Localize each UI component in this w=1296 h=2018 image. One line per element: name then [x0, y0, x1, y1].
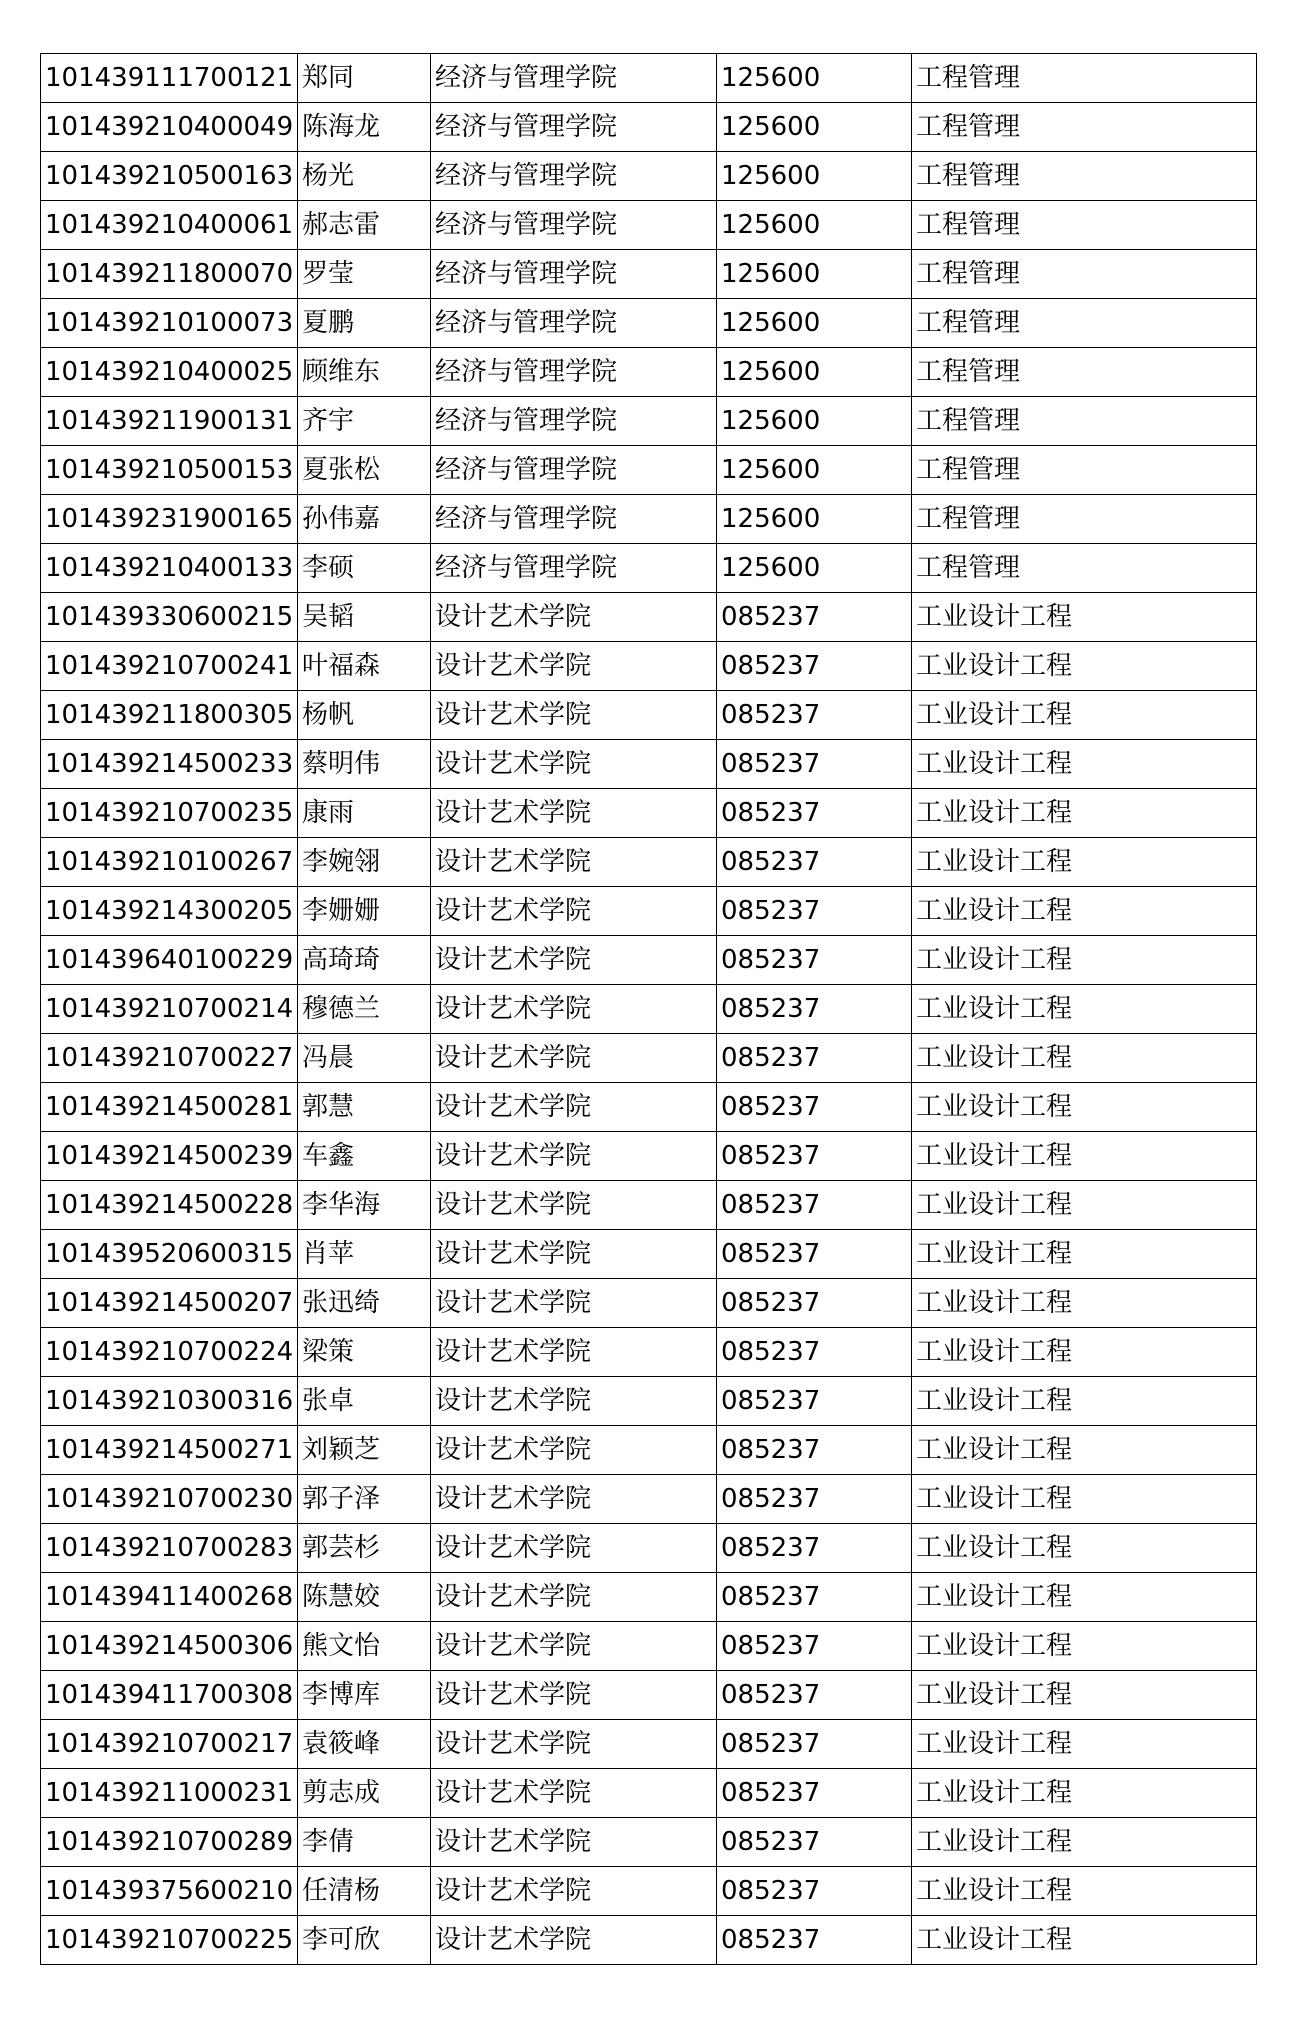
major-name-cell: 工业设计工程	[912, 1230, 1257, 1279]
table-row	[41, 152, 1257, 201]
table-row	[41, 1181, 1257, 1230]
major-name-cell: 工业设计工程	[912, 1279, 1257, 1328]
major-name-cell: 工业设计工程	[912, 1328, 1257, 1377]
table-row	[41, 250, 1257, 299]
major-name-cell: 工程管理	[912, 299, 1257, 348]
college-cell: 设计艺术学院	[431, 642, 717, 691]
table-row	[41, 936, 1257, 985]
major-name-cell: 工程管理	[912, 544, 1257, 593]
college-cell: 设计艺术学院	[431, 1524, 717, 1573]
student-name-cell: 高琦琦	[298, 936, 431, 985]
major-name-cell: 工业设计工程	[912, 1916, 1257, 1965]
table-row	[41, 593, 1257, 642]
student-name-cell: 夏鹏	[298, 299, 431, 348]
table-row	[41, 1132, 1257, 1181]
college-cell: 经济与管理学院	[431, 201, 717, 250]
college-cell: 设计艺术学院	[431, 1279, 717, 1328]
student-name-cell: 李姗姗	[298, 887, 431, 936]
major-code-cell: 085237	[717, 593, 912, 642]
major-code-cell: 085237	[717, 1181, 912, 1230]
major-name-cell: 工程管理	[912, 201, 1257, 250]
student-name-cell: 任清杨	[298, 1867, 431, 1916]
candidate-id-cell: 101439210400133	[41, 544, 298, 593]
major-name-cell: 工业设计工程	[912, 1475, 1257, 1524]
table-row	[41, 1867, 1257, 1916]
major-code-cell: 125600	[717, 348, 912, 397]
major-code-cell: 085237	[717, 887, 912, 936]
major-name-cell: 工业设计工程	[912, 1818, 1257, 1867]
major-code-cell: 085237	[717, 1230, 912, 1279]
major-name-cell: 工业设计工程	[912, 1622, 1257, 1671]
major-code-cell: 125600	[717, 544, 912, 593]
major-code-cell: 085237	[717, 1426, 912, 1475]
college-cell: 设计艺术学院	[431, 1475, 717, 1524]
major-code-cell: 085237	[717, 642, 912, 691]
major-code-cell: 085237	[717, 1867, 912, 1916]
candidate-id-cell: 101439214500239	[41, 1132, 298, 1181]
table-row	[41, 691, 1257, 740]
college-cell: 设计艺术学院	[431, 1916, 717, 1965]
college-cell: 设计艺术学院	[431, 1181, 717, 1230]
major-code-cell: 085237	[717, 1377, 912, 1426]
student-name-cell: 杨帆	[298, 691, 431, 740]
table-row	[41, 740, 1257, 789]
student-name-cell: 郝志雷	[298, 201, 431, 250]
major-code-cell: 125600	[717, 201, 912, 250]
student-name-cell: 郑同	[298, 54, 431, 103]
student-name-cell: 梁策	[298, 1328, 431, 1377]
student-name-cell: 吴韬	[298, 593, 431, 642]
candidate-id-cell: 101439214500271	[41, 1426, 298, 1475]
candidate-id-cell: 101439211800305	[41, 691, 298, 740]
college-cell: 设计艺术学院	[431, 1818, 717, 1867]
candidate-id-cell: 101439211900131	[41, 397, 298, 446]
major-code-cell: 125600	[717, 54, 912, 103]
table-row	[41, 1524, 1257, 1573]
college-cell: 设计艺术学院	[431, 887, 717, 936]
candidate-id-cell: 101439210500153	[41, 446, 298, 495]
student-name-cell: 齐宇	[298, 397, 431, 446]
major-code-cell: 085237	[717, 789, 912, 838]
table-row	[41, 348, 1257, 397]
major-code-cell: 085237	[717, 691, 912, 740]
student-name-cell: 郭慧	[298, 1083, 431, 1132]
admission-roster-table	[40, 53, 1257, 1965]
major-name-cell: 工业设计工程	[912, 838, 1257, 887]
student-name-cell: 蔡明伟	[298, 740, 431, 789]
candidate-id-cell: 101439210400049	[41, 103, 298, 152]
major-name-cell: 工业设计工程	[912, 642, 1257, 691]
candidate-id-cell: 101439640100229	[41, 936, 298, 985]
major-name-cell: 工业设计工程	[912, 1426, 1257, 1475]
college-cell: 设计艺术学院	[431, 936, 717, 985]
student-name-cell: 李倩	[298, 1818, 431, 1867]
major-name-cell: 工业设计工程	[912, 936, 1257, 985]
table-row	[41, 1377, 1257, 1426]
candidate-id-cell: 101439214500228	[41, 1181, 298, 1230]
student-name-cell: 李华海	[298, 1181, 431, 1230]
student-name-cell: 夏张松	[298, 446, 431, 495]
candidate-id-cell: 101439411400268	[41, 1573, 298, 1622]
major-name-cell: 工业设计工程	[912, 1034, 1257, 1083]
major-name-cell: 工业设计工程	[912, 1181, 1257, 1230]
candidate-id-cell: 101439210100267	[41, 838, 298, 887]
major-name-cell: 工业设计工程	[912, 1769, 1257, 1818]
college-cell: 经济与管理学院	[431, 103, 717, 152]
student-name-cell: 杨光	[298, 152, 431, 201]
major-name-cell: 工业设计工程	[912, 1377, 1257, 1426]
table-row	[41, 1622, 1257, 1671]
candidate-id-cell: 101439210300316	[41, 1377, 298, 1426]
student-name-cell: 李硕	[298, 544, 431, 593]
major-name-cell: 工业设计工程	[912, 1720, 1257, 1769]
college-cell: 经济与管理学院	[431, 348, 717, 397]
college-cell: 设计艺术学院	[431, 1083, 717, 1132]
candidate-id-cell: 101439210400061	[41, 201, 298, 250]
college-cell: 设计艺术学院	[431, 1328, 717, 1377]
major-name-cell: 工业设计工程	[912, 1867, 1257, 1916]
major-code-cell: 085237	[717, 1916, 912, 1965]
table-row	[41, 1230, 1257, 1279]
student-name-cell: 张卓	[298, 1377, 431, 1426]
table-row	[41, 446, 1257, 495]
student-name-cell: 冯晨	[298, 1034, 431, 1083]
major-name-cell: 工程管理	[912, 103, 1257, 152]
student-name-cell: 袁筱峰	[298, 1720, 431, 1769]
college-cell: 经济与管理学院	[431, 152, 717, 201]
major-name-cell: 工业设计工程	[912, 1132, 1257, 1181]
major-code-cell: 085237	[717, 1034, 912, 1083]
candidate-id-cell: 101439210700227	[41, 1034, 298, 1083]
table-row	[41, 103, 1257, 152]
candidate-id-cell: 101439210700225	[41, 1916, 298, 1965]
major-code-cell: 125600	[717, 495, 912, 544]
student-name-cell: 顾维东	[298, 348, 431, 397]
table-row	[41, 495, 1257, 544]
candidate-id-cell: 101439111700121	[41, 54, 298, 103]
college-cell: 设计艺术学院	[431, 1769, 717, 1818]
college-cell: 设计艺术学院	[431, 1132, 717, 1181]
major-name-cell: 工程管理	[912, 152, 1257, 201]
major-name-cell: 工业设计工程	[912, 887, 1257, 936]
student-name-cell: 刘颖芝	[298, 1426, 431, 1475]
table-row	[41, 1720, 1257, 1769]
major-code-cell: 085237	[717, 985, 912, 1034]
candidate-id-cell: 101439375600210	[41, 1867, 298, 1916]
student-name-cell: 郭芸杉	[298, 1524, 431, 1573]
major-code-cell: 085237	[717, 740, 912, 789]
college-cell: 经济与管理学院	[431, 54, 717, 103]
major-code-cell: 085237	[717, 1671, 912, 1720]
major-code-cell: 085237	[717, 1132, 912, 1181]
student-name-cell: 剪志成	[298, 1769, 431, 1818]
major-code-cell: 085237	[717, 936, 912, 985]
college-cell: 设计艺术学院	[431, 789, 717, 838]
table-row	[41, 1279, 1257, 1328]
major-name-cell: 工业设计工程	[912, 985, 1257, 1034]
major-code-cell: 125600	[717, 299, 912, 348]
major-code-cell: 085237	[717, 1475, 912, 1524]
major-name-cell: 工程管理	[912, 250, 1257, 299]
college-cell: 设计艺术学院	[431, 985, 717, 1034]
college-cell: 设计艺术学院	[431, 691, 717, 740]
major-code-cell: 085237	[717, 1328, 912, 1377]
major-code-cell: 125600	[717, 397, 912, 446]
candidate-id-cell: 101439211000231	[41, 1769, 298, 1818]
major-name-cell: 工业设计工程	[912, 593, 1257, 642]
table-row	[41, 1034, 1257, 1083]
candidate-id-cell: 101439211800070	[41, 250, 298, 299]
student-name-cell: 车鑫	[298, 1132, 431, 1181]
roster-body	[41, 54, 1257, 1965]
candidate-id-cell: 101439210700217	[41, 1720, 298, 1769]
student-name-cell: 熊文怡	[298, 1622, 431, 1671]
college-cell: 经济与管理学院	[431, 299, 717, 348]
college-cell: 经济与管理学院	[431, 397, 717, 446]
candidate-id-cell: 101439210700289	[41, 1818, 298, 1867]
candidate-id-cell: 101439214500207	[41, 1279, 298, 1328]
student-name-cell: 郭子泽	[298, 1475, 431, 1524]
major-name-cell: 工程管理	[912, 446, 1257, 495]
college-cell: 经济与管理学院	[431, 250, 717, 299]
candidate-id-cell: 101439231900165	[41, 495, 298, 544]
student-name-cell: 陈海龙	[298, 103, 431, 152]
table-row	[41, 1328, 1257, 1377]
candidate-id-cell: 101439210400025	[41, 348, 298, 397]
candidate-id-cell: 101439411700308	[41, 1671, 298, 1720]
college-cell: 设计艺术学院	[431, 1720, 717, 1769]
college-cell: 设计艺术学院	[431, 1573, 717, 1622]
college-cell: 经济与管理学院	[431, 446, 717, 495]
major-code-cell: 085237	[717, 1279, 912, 1328]
student-name-cell: 陈慧姣	[298, 1573, 431, 1622]
candidate-id-cell: 101439214500233	[41, 740, 298, 789]
candidate-id-cell: 101439210700224	[41, 1328, 298, 1377]
table-row	[41, 201, 1257, 250]
candidate-id-cell: 101439214500306	[41, 1622, 298, 1671]
table-row	[41, 1426, 1257, 1475]
table-row	[41, 887, 1257, 936]
major-name-cell: 工程管理	[912, 54, 1257, 103]
major-code-cell: 125600	[717, 250, 912, 299]
student-name-cell: 穆德兰	[298, 985, 431, 1034]
major-name-cell: 工程管理	[912, 495, 1257, 544]
major-code-cell: 085237	[717, 1524, 912, 1573]
candidate-id-cell: 101439214300205	[41, 887, 298, 936]
major-name-cell: 工业设计工程	[912, 1083, 1257, 1132]
major-name-cell: 工业设计工程	[912, 1573, 1257, 1622]
table-row	[41, 789, 1257, 838]
college-cell: 设计艺术学院	[431, 1377, 717, 1426]
college-cell: 设计艺术学院	[431, 1230, 717, 1279]
table-row	[41, 1671, 1257, 1720]
candidate-id-cell: 101439210100073	[41, 299, 298, 348]
major-code-cell: 085237	[717, 1622, 912, 1671]
candidate-id-cell: 101439330600215	[41, 593, 298, 642]
college-cell: 设计艺术学院	[431, 1671, 717, 1720]
student-name-cell: 肖苹	[298, 1230, 431, 1279]
college-cell: 经济与管理学院	[431, 495, 717, 544]
table-row	[41, 1573, 1257, 1622]
candidate-id-cell: 101439210700283	[41, 1524, 298, 1573]
student-name-cell: 李婉翎	[298, 838, 431, 887]
table-row	[41, 1083, 1257, 1132]
college-cell: 设计艺术学院	[431, 1867, 717, 1916]
table-row	[41, 1916, 1257, 1965]
major-name-cell: 工业设计工程	[912, 789, 1257, 838]
major-code-cell: 085237	[717, 1083, 912, 1132]
candidate-id-cell: 101439210700235	[41, 789, 298, 838]
major-name-cell: 工业设计工程	[912, 1524, 1257, 1573]
major-code-cell: 125600	[717, 152, 912, 201]
college-cell: 设计艺术学院	[431, 740, 717, 789]
student-name-cell: 孙伟嘉	[298, 495, 431, 544]
candidate-id-cell: 101439214500281	[41, 1083, 298, 1132]
table-row	[41, 54, 1257, 103]
college-cell: 设计艺术学院	[431, 593, 717, 642]
table-row	[41, 1769, 1257, 1818]
college-cell: 设计艺术学院	[431, 1426, 717, 1475]
major-code-cell: 085237	[717, 1720, 912, 1769]
student-name-cell: 罗莹	[298, 250, 431, 299]
major-code-cell: 085237	[717, 1769, 912, 1818]
college-cell: 设计艺术学院	[431, 838, 717, 887]
table-row	[41, 299, 1257, 348]
college-cell: 设计艺术学院	[431, 1034, 717, 1083]
student-name-cell: 康雨	[298, 789, 431, 838]
candidate-id-cell: 101439210700214	[41, 985, 298, 1034]
candidate-id-cell: 101439210700241	[41, 642, 298, 691]
major-name-cell: 工程管理	[912, 348, 1257, 397]
major-name-cell: 工业设计工程	[912, 740, 1257, 789]
table-row	[41, 1818, 1257, 1867]
major-code-cell: 125600	[717, 103, 912, 152]
candidate-id-cell: 101439520600315	[41, 1230, 298, 1279]
student-name-cell: 叶福森	[298, 642, 431, 691]
student-name-cell: 张迅绮	[298, 1279, 431, 1328]
candidate-id-cell: 101439210700230	[41, 1475, 298, 1524]
table-row	[41, 838, 1257, 887]
major-name-cell: 工业设计工程	[912, 691, 1257, 740]
major-code-cell: 085237	[717, 1818, 912, 1867]
table-row	[41, 985, 1257, 1034]
table-row	[41, 544, 1257, 593]
student-name-cell: 李博库	[298, 1671, 431, 1720]
major-name-cell: 工业设计工程	[912, 1671, 1257, 1720]
major-code-cell: 085237	[717, 838, 912, 887]
table-row	[41, 1475, 1257, 1524]
table-row	[41, 397, 1257, 446]
candidate-id-cell: 101439210500163	[41, 152, 298, 201]
table-row	[41, 642, 1257, 691]
college-cell: 设计艺术学院	[431, 1622, 717, 1671]
major-code-cell: 085237	[717, 1573, 912, 1622]
major-name-cell: 工程管理	[912, 397, 1257, 446]
major-code-cell: 125600	[717, 446, 912, 495]
student-name-cell: 李可欣	[298, 1916, 431, 1965]
college-cell: 经济与管理学院	[431, 544, 717, 593]
